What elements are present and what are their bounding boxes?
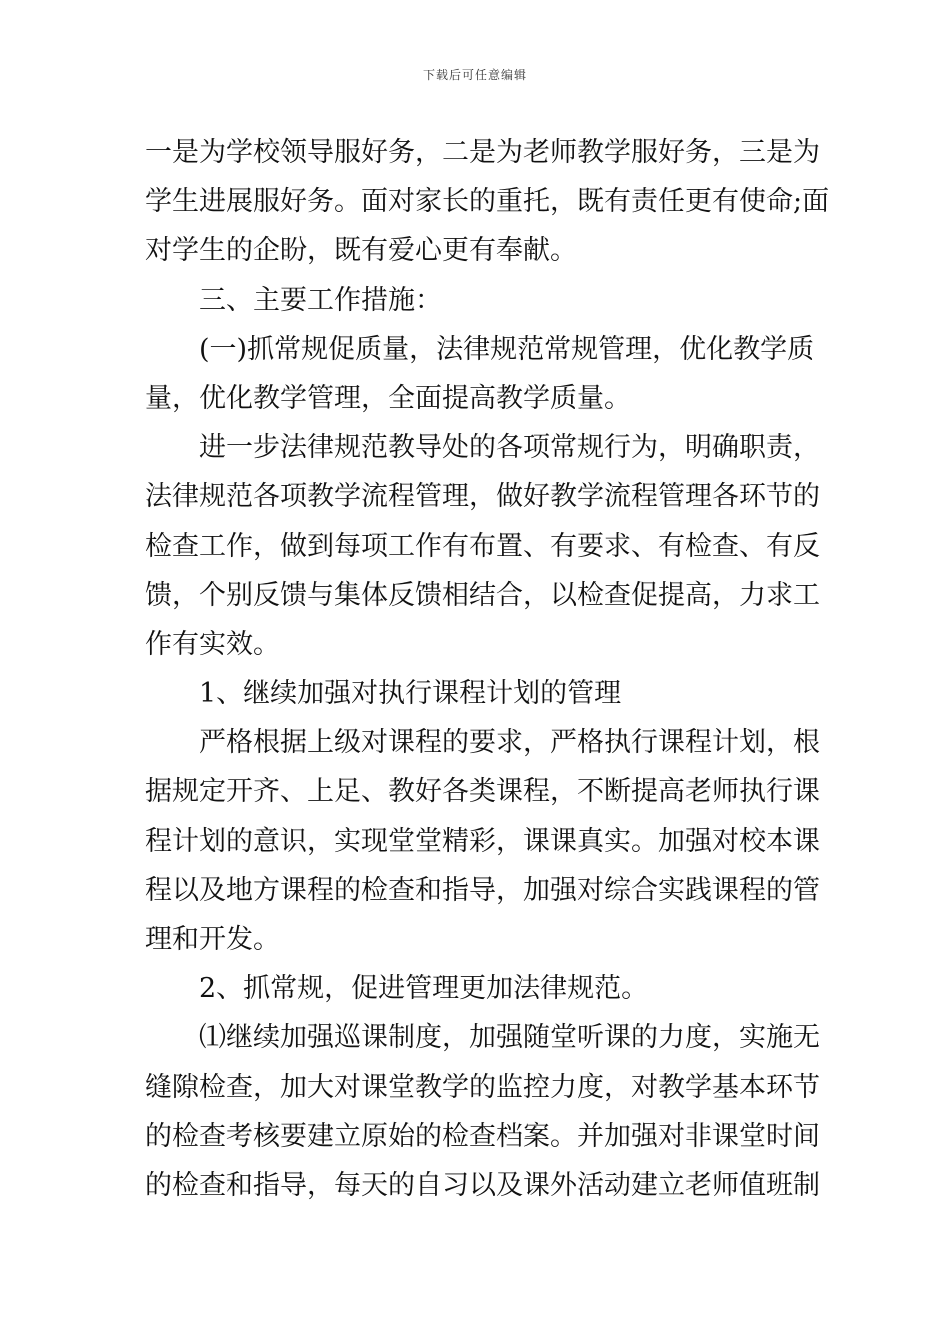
text-line: 缝隙检查，加大对课堂教学的监控力度，对教学基本环节 xyxy=(145,1071,820,1103)
text-line: 对学生的企盼，既有爱心更有奉献。 xyxy=(145,235,577,267)
text-line: 的检查考核要建立原始的检查档案。并加强对非课堂时间 xyxy=(145,1120,820,1152)
header-note: 下载后可任意编辑 xyxy=(422,68,527,82)
text-line: 的检查和指导，每天的自习以及课外活动建立老师值班制 xyxy=(145,1169,820,1201)
subsection-heading: 2、抓常规，促进管理更加法律规范。 xyxy=(199,973,649,1005)
subsection-heading: 1、继续加强对执行课程计划的管理 xyxy=(199,678,622,710)
text-line: 理和开发。 xyxy=(145,924,280,955)
text-line: 程以及地方课程的检查和指导，加强对综合实践课程的管 xyxy=(145,874,820,906)
text-line: 作有实效。 xyxy=(145,628,280,660)
document-body xyxy=(145,128,830,1210)
text-line: 法律规范各项教学流程管理，做好教学流程管理各环节的 xyxy=(145,481,820,513)
text-line: 量，优化教学管理，全面提高教学质量。 xyxy=(145,382,631,414)
text-line: 程计划的意识，实现堂堂精彩，课课真实。加强对校本课 xyxy=(145,825,820,857)
text-line: ⑴继续加强巡课制度，加强随堂听课的力度，实施无 xyxy=(199,1022,820,1054)
text-line: (一)抓常规促质量，法律规范常规管理，优化教学质 xyxy=(199,333,815,365)
text-line: 据规定开齐、上足、教好各类课程，不断提高老师执行课 xyxy=(145,776,820,808)
text-line: 一是为学校领导服好务，二是为老师教学服好务，三是为 xyxy=(145,137,820,168)
text-line: 进一步法律规范教导处的各项常规行为，明确职责， xyxy=(199,432,820,464)
text-line: 学生进展服好务。面对家长的重托，既有责任更有使命;面 xyxy=(145,186,830,218)
text-line: 严格根据上级对课程的要求，严格执行课程计划，根 xyxy=(199,727,820,759)
section-heading: 三、主要工作措施： xyxy=(199,284,442,316)
text-line: 检查工作，做到每项工作有布置、有要求、有检查、有反 xyxy=(145,530,820,562)
text-line: 馈，个别反馈与集体反馈相结合，以检查促提高，力求工 xyxy=(145,579,820,611)
